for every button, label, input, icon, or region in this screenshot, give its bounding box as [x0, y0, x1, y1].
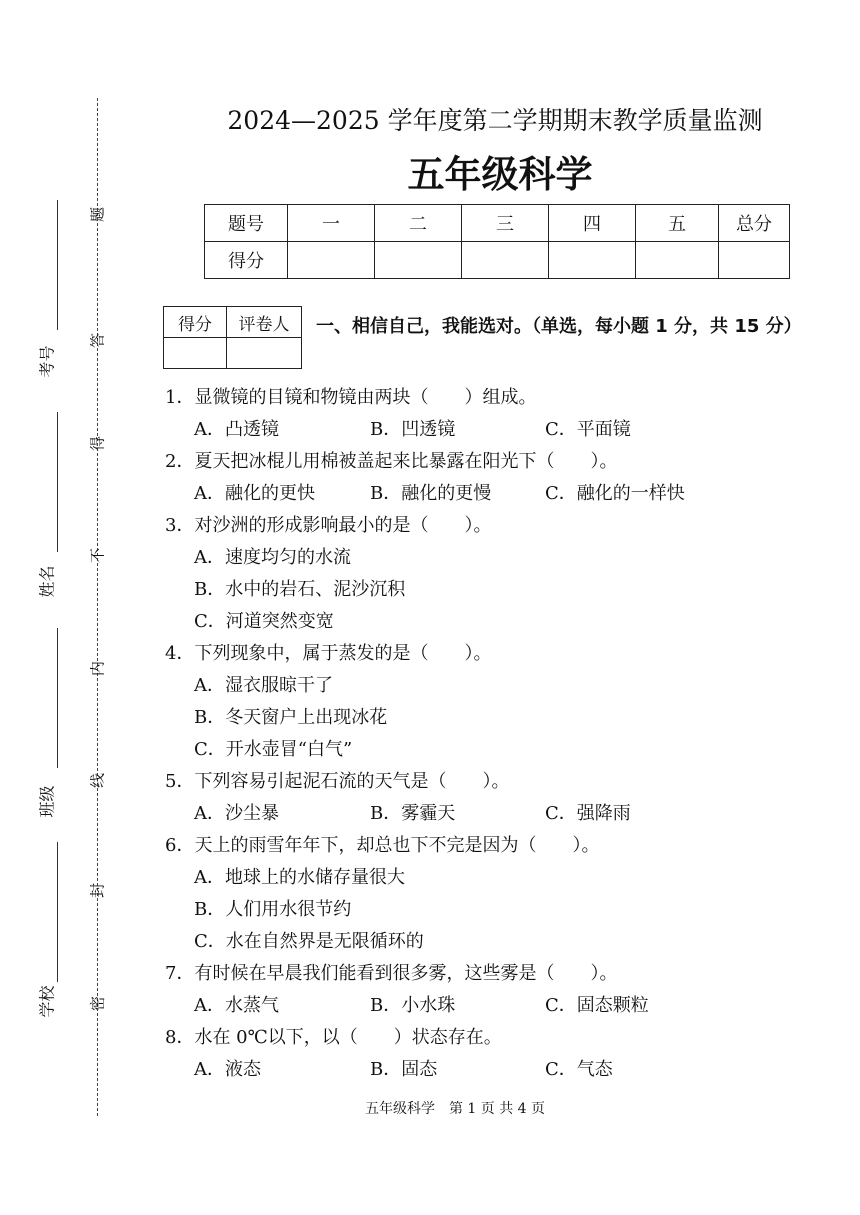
question-option: B．雾霾天	[370, 803, 456, 824]
question-option: A．沙尘暴	[194, 803, 279, 824]
score-header-cell: 五	[636, 205, 719, 242]
question-stem: 2．夏天把冰棍儿用棉被盖起来比暴露在阳光下（ ）。	[165, 451, 618, 472]
score-table	[204, 204, 790, 279]
score-cell	[549, 242, 636, 279]
score-cell	[719, 242, 790, 279]
question-stem: 5．下列容易引起泥石流的天气是（ ）。	[165, 771, 510, 792]
question-stem: 4．下列现象中，属于蒸发的是（ ）。	[165, 643, 492, 664]
school-label: 学校	[37, 985, 57, 1018]
question-stem: 1．显微镜的目镜和物镜由两块（ ）组成。	[165, 387, 537, 408]
seal-char: 得	[88, 436, 107, 452]
question-option: C．平面镜	[545, 419, 631, 440]
class-label: 班级	[37, 785, 57, 818]
name-label: 姓名	[37, 565, 57, 598]
score-header-cell: 总分	[719, 205, 790, 242]
question-option: A．凸透镜	[194, 419, 279, 440]
section-title: 一、相信自己，我能选对。（单选，每小题 1 分，共 15 分）	[316, 316, 802, 337]
name-line	[57, 412, 58, 552]
question-stem: 3．对沙洲的形成影响最小的是（ ）。	[165, 515, 492, 536]
question-option: C．融化的一样快	[545, 483, 685, 504]
score-header-cell: 四	[549, 205, 636, 242]
question-option: C．气态	[545, 1059, 613, 1080]
score-header-cell: 题号	[205, 205, 288, 242]
question-option: A．融化的更快	[194, 483, 315, 504]
question-option: C．固态颗粒	[545, 995, 649, 1016]
question-option: C．河道突然变宽	[194, 611, 334, 632]
score-header-cell: 一	[288, 205, 375, 242]
seal-char: 题	[88, 207, 107, 223]
question-option: C．水在自然界是无限循环的	[194, 931, 424, 952]
school-line	[57, 842, 58, 982]
question-option: A．液态	[194, 1059, 261, 1080]
question-option: B．水中的岩石、泥沙沉积	[194, 579, 406, 600]
question-option: B．融化的更慢	[370, 483, 492, 504]
seal-char: 封	[88, 883, 107, 899]
exam-number-label: 考号	[37, 345, 57, 378]
seal-char: 密	[88, 996, 107, 1012]
score-cell	[375, 242, 462, 279]
question-stem: 8．水在 0℃以下，以（ ）状态存在。	[165, 1027, 502, 1048]
seal-line	[97, 98, 98, 1116]
question-option: B．固态	[370, 1059, 438, 1080]
question-option: A．速度均匀的水流	[194, 547, 351, 568]
question-option: A．湿衣服晾干了	[194, 675, 333, 696]
score-cell	[288, 242, 375, 279]
seal-char: 不	[88, 548, 107, 564]
subject-title: 五年级科学	[407, 153, 593, 196]
question-option: B．小水珠	[370, 995, 456, 1016]
class-line	[57, 628, 58, 768]
question-option: C．开水壶冒“白气”	[194, 739, 353, 760]
question-stem: 6．天上的雨雪年年下，却总也下不完是因为（ ）。	[165, 835, 600, 856]
seal-char: 线	[88, 773, 107, 789]
grader-score-header: 得分	[164, 307, 227, 338]
grader-table	[163, 306, 302, 369]
question-option: A．地球上的水储存量很大	[194, 867, 405, 888]
question-option: B．冬天窗户上出现冰花	[194, 707, 388, 728]
question-option: A．水蒸气	[194, 995, 279, 1016]
page-footer: 五年级科学 第 1 页 共 4 页	[364, 1101, 546, 1117]
seal-char: 答	[88, 333, 107, 349]
score-header-cell: 二	[375, 205, 462, 242]
exam-number-line	[57, 200, 58, 330]
score-cell	[636, 242, 719, 279]
grader-name-cell	[227, 338, 302, 369]
score-row-label: 得分	[205, 242, 288, 279]
grader-score-cell	[164, 338, 227, 369]
seal-char: 内	[88, 661, 107, 677]
score-cell	[462, 242, 549, 279]
question-option: C．强降雨	[545, 803, 631, 824]
question-option: B．凹透镜	[370, 419, 456, 440]
question-option: B．人们用水很节约	[194, 899, 352, 920]
question-stem: 7．有时候在早晨我们能看到很多雾，这些雾是（ ）。	[165, 963, 618, 984]
exam-title: 2024—2025 学年度第二学期期末教学质量监测	[227, 106, 763, 135]
score-header-cell: 三	[462, 205, 549, 242]
grader-name-header: 评卷人	[227, 307, 302, 338]
